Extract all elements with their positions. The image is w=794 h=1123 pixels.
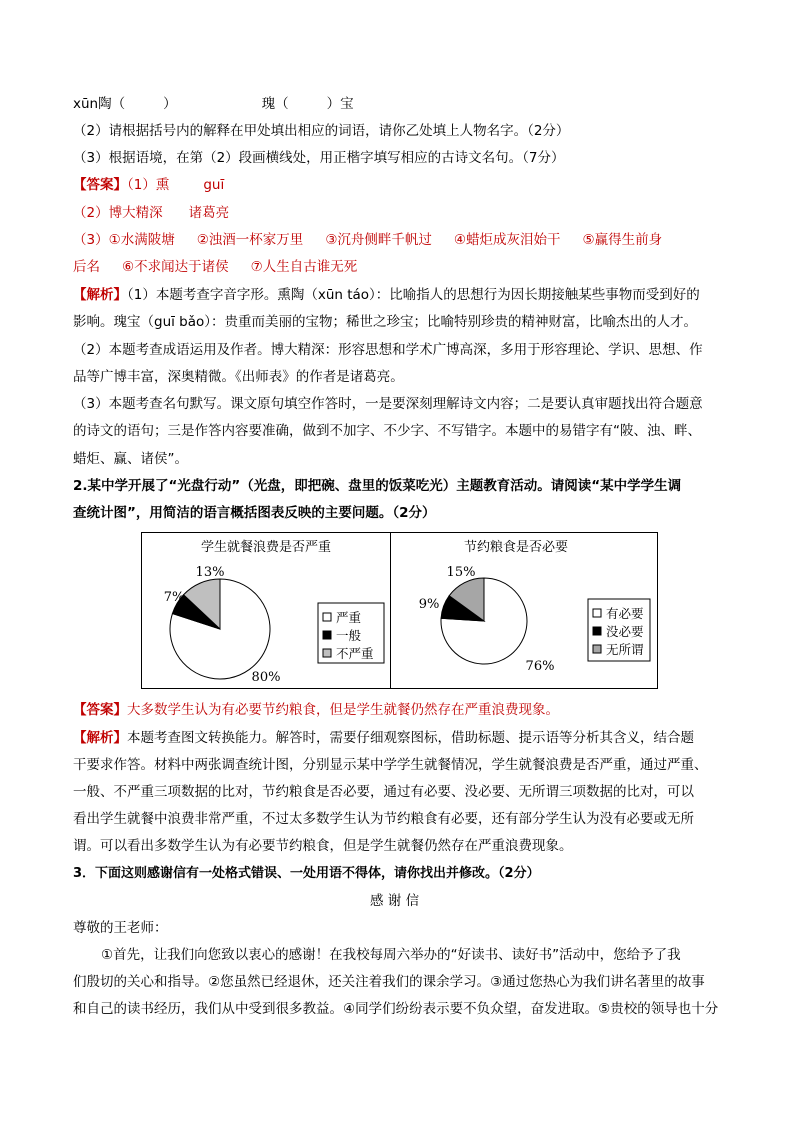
survey-charts: [141, 532, 658, 689]
slice-label-1: 9%: [418, 597, 440, 612]
q2-answer-text: 大多数学生认为有必要节约粮食，但是学生就餐仍然存在严重浪费现象。: [127, 702, 559, 718]
pinyin-gui: 瑰（: [261, 96, 289, 112]
answer-3-5: ⑤赢得生前身: [582, 232, 663, 248]
q2-stem-line2: 查统计图”，用简洁的语言概括图表反映的主要问题。（2分）: [73, 505, 436, 521]
answer-2b: 诸葛亮: [188, 205, 230, 221]
q1-answer-line3: [73, 230, 662, 250]
legend-swatch-0: [323, 613, 331, 621]
q1-analysis-line6: 的诗文的语句；三是作答内容要准确，做到不加字、不少字、不写错字。本题中的易错字有“陂、浊、畔、: [73, 423, 701, 439]
analysis-tag: 【解析】: [73, 287, 127, 303]
letter-body-line1: ①首先，让我们向您致以衷心的感谢！在我校每周六举办的“好读书、读好书”活动中，您给予了我: [101, 947, 681, 963]
answer-3-2: ②浊酒一杯家万里: [196, 232, 304, 248]
answer-3-6: ⑥不求闻达于诸侯: [122, 259, 229, 275]
answer-2a: （2）博大精深: [73, 205, 163, 221]
answer-3-7: ⑦人生自古谁无死: [250, 259, 358, 275]
q1-analysis-line3: （2）本题考查成语运用及作者。博大精深：形容思想和学术广博高深，多用于形容理论、学识、思想、作: [73, 342, 703, 358]
answer-1a: （1）熏: [127, 177, 170, 193]
legend-label-0: 严重: [336, 610, 362, 625]
q2-analysis-tag: 【解析】: [73, 730, 127, 746]
answer-3-1: （3）①水满陂塘: [73, 232, 175, 248]
pie-chart-necessity: [391, 533, 658, 688]
letter-title: 感 谢 信: [370, 893, 420, 909]
pinyin-close-2: ）宝: [326, 96, 354, 112]
letter-body-line2: 们殷切的关心和指导。②您虽然已经退休，还关注着我们的课余学习。③通过您热心为我们讲名著里的故事: [73, 974, 705, 990]
legend-label-0: 有必要: [606, 606, 644, 621]
legend-swatch-1: [593, 627, 601, 635]
answer-1b: guī: [203, 177, 225, 193]
slice-label-2: 15%: [446, 565, 476, 580]
answer-3-cont: 后名: [73, 259, 100, 275]
q1-answer-line4: [73, 257, 357, 277]
analysis-text: （1）本题考查字音字形。熏陶（xūn táo）：比喻指人的思想行为因长期接触某些事物而受到好的: [127, 287, 700, 303]
q2-analysis-line5: 谓。可以看出多数学生认为有必要节约粮食，但是学生就餐仍然存在严重浪费现象。: [73, 838, 573, 854]
legend-label-2: 不严重: [336, 646, 374, 661]
answer-tag: 【答案】: [73, 177, 127, 193]
q1-answer-line2: [73, 203, 229, 223]
pinyin-xun: xūn陶（: [73, 96, 126, 112]
legend-label-1: 一般: [336, 628, 362, 643]
q1-analysis-line7: 蜡炬、赢、诸侯”。: [73, 451, 188, 467]
slice-label-0: 80%: [251, 670, 281, 685]
pinyin-close-1: ）: [163, 96, 177, 112]
legend-swatch-1: [323, 631, 331, 639]
legend-label-2: 无所谓: [606, 642, 644, 657]
slice-label-1: 7%: [163, 590, 185, 605]
legend-swatch-2: [323, 649, 331, 657]
q1-answer-line1: [73, 175, 224, 195]
q2-analysis-line4: 看出学生就餐中浪费非常严重，不过太多数学生认为节约粮食有必要，还有部分学生认为没有必要或无所: [73, 811, 694, 827]
q2-stem-line1: 2.某中学开展了“光盘行动”（光盘，即把碗、盘里的饭菜吃光）主题教育活动。请阅读“某中学学生调: [73, 478, 682, 494]
pie-chart-waste: [142, 533, 390, 688]
q3-stem: 3．下面这则感谢信有一处格式错误、一处用语不得体，请你找出并修改。（2分）: [73, 866, 540, 881]
q2-analysis-first: 本题考查图文转换能力。解答时，需要仔细观察图标，借助标题、提示语等分析其含义，结合题: [127, 730, 694, 746]
answer-3-4: ④蜡炬成灰泪始干: [453, 232, 561, 248]
q2-analysis-line2: 干要求作答。材料中两张调查统计图，分别显示某中学学生就餐情况，学生就餐浪费是否严重，通过严重、: [73, 757, 708, 773]
q1-analysis-line1: [73, 285, 700, 305]
legend-label-1: 没必要: [606, 624, 644, 639]
chart-title: 学生就餐浪费是否严重: [200, 540, 332, 555]
letter-greeting: 尊敬的王老师：: [73, 920, 168, 936]
q1-analysis-line5: （3）本题考查名句默写。课文原句填空作答时，一是要深刻理解诗文内容；二是要认真审题找出符合题意: [73, 396, 703, 412]
legend-swatch-2: [593, 645, 601, 653]
q2-analysis-line3: 一般、不严重三项数据的比对，节约粮食是否必要，通过有必要、没必要、无所谓三项数据的比对，可以: [73, 784, 694, 800]
answer-3-3: ③沉舟侧畔千帆过: [325, 232, 432, 248]
chart-title: 节约粮食是否必要: [463, 540, 569, 555]
q2-analysis-line1: [73, 728, 694, 748]
q2-answer-tag: 【答案】: [73, 702, 127, 718]
q1-analysis-line2: 影响。瑰宝（guī bǎo）：贵重而美丽的宝物；稀世之珍宝；比喻特别珍贵的精神财富，比喻杰出的人才。: [73, 314, 698, 330]
pinyin-fill-line: [73, 94, 354, 114]
slice-label-2: 13%: [195, 565, 225, 580]
letter-body-line3: 和自己的读书经历，我们从中受到很多教益。④同学们纷纷表示要不负众望，奋发进取。⑤贵校的领导也十分: [73, 1001, 719, 1017]
legend-swatch-0: [593, 609, 601, 617]
slice-label-0: 76%: [525, 659, 555, 674]
q1-analysis-line4: 品等广博丰富，深奥精微。《出师表》的作者是诸葛亮。: [73, 369, 404, 385]
q2-answer-line: [73, 700, 559, 720]
q1-sub3: （3）根据语境，在第（2）段画横线处，用正楷字填写相应的古诗文名句。（7分）: [73, 150, 565, 166]
q1-sub2: （2）请根据括号内的解释在甲处填出相应的词语，请你乙处填上人物名字。（2分）: [73, 123, 570, 139]
